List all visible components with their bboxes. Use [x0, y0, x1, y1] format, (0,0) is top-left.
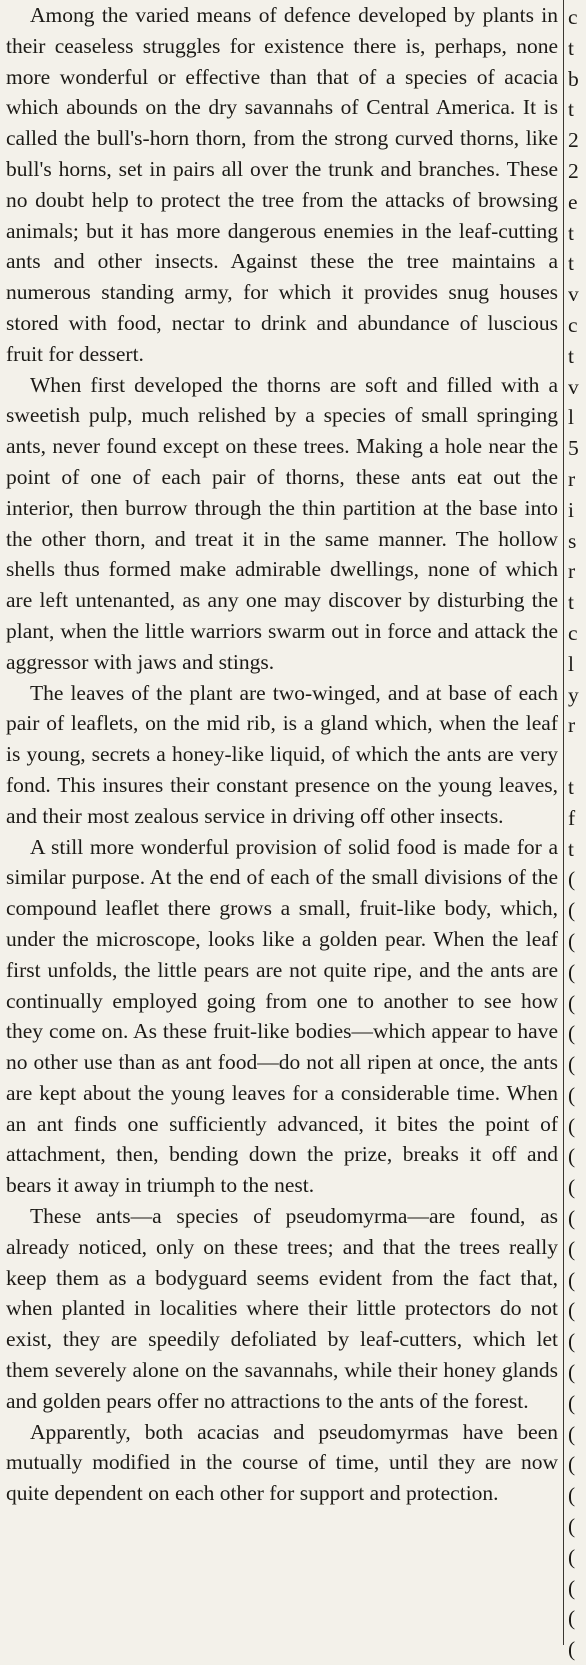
adjacent-column-char: c	[568, 5, 578, 29]
paragraph-2: When first developed the thorns are soft and filled with a sweetish pulp, much relished by a species of small springing ants, never found except on these trees. Making a hole near the point of one of each pair of thorns, these ants eat out the interior, then burrow through the thin partition at the base into the other thorn, and treat it in the same manner. The hollow shells thus formed make admirable dwellings, none of which are left untenanted, as any one may discover by disturbing the plant, when the little warriors swarm out in force and attack the aggressor with jaws and stings.	[6, 372, 558, 674]
adjacent-column-char: (	[568, 1329, 576, 1354]
adjacent-column-char: (	[568, 1421, 576, 1446]
adjacent-column-char: (	[568, 898, 576, 923]
article-column	[6, 0, 558, 1509]
paragraph-5: These ants—a species of pseudomyrma—are found, as already noticed, only on these trees; and that the trees really keep them as a bodyguard seems evident from the fact that, when planted in localities where their little protectors do not exist, they are speedily defoliated by leaf-cutters, which let them severely alone on the savannahs, while their honey glands and golden pears offer no attractions to the ants of the forest.	[6, 1204, 558, 1413]
column-rule	[563, 0, 564, 1645]
adjacent-column-char: (	[568, 1298, 576, 1323]
adjacent-column-char: (	[568, 1452, 576, 1477]
adjacent-column-char: l	[568, 405, 574, 430]
adjacent-column-char: (	[568, 1360, 576, 1385]
adjacent-column-char: r	[568, 559, 576, 584]
adjacent-column-char: (	[568, 1267, 576, 1292]
adjacent-column-char: (	[568, 1606, 576, 1631]
adjacent-column-char: (	[568, 1052, 576, 1077]
paragraph-1: Among the varied means of defence developed by plants in their ceaseless struggles for existence there is, perhaps, none more wonderful or effective than that of a species of acacia which abounds on the dry savannahs of Central America. It is called the bull's-horn thorn, from the strong curved thorns, like bull's horns, set in pairs all over the trunk and branches. These no doubt help to protect the tree from the attacks of browsing animals; but it has more dangerous enemies in the leaf-cutting ants and other insects. Against these the tree maintains a numerous standing army, for which it provides snug houses stored with food, nectar to drink and abundance of luscious fruit for dessert.	[6, 3, 558, 366]
adjacent-column-char: r	[568, 466, 576, 491]
adjacent-column-char: t	[568, 590, 574, 615]
adjacent-column-char: (	[568, 1144, 576, 1169]
adjacent-column-char: (	[568, 1390, 576, 1415]
paragraph-3: The leaves of the plant are two-winged, and at base of each pair of leaflets, on the mid rib, is a gland which, when the leaf is young, secrets a honey-like liquid, of which the ants are very fond. This insures their constant presence on the young leaves, and their most zealous service in driving off other insects.	[6, 680, 558, 828]
adjacent-column-char: c	[568, 620, 578, 645]
adjacent-column-char: t	[568, 35, 574, 60]
adjacent-column-edge	[568, 2, 586, 1665]
adjacent-column-char: 5	[568, 436, 579, 461]
adjacent-column-char: (	[568, 990, 576, 1015]
adjacent-column-char: f	[568, 805, 576, 830]
adjacent-column-char: v	[568, 282, 579, 307]
adjacent-column-char: (	[568, 1206, 576, 1231]
adjacent-column-char: (	[568, 928, 576, 953]
adjacent-column-char: (	[568, 959, 576, 984]
adjacent-column-char: s	[568, 528, 577, 553]
adjacent-column-char: 2	[568, 158, 579, 183]
adjacent-column-char: t	[568, 251, 574, 276]
paragraph-4: A still more wonderful provision of solid food is made for a similar purpose. At the end of each of the small divisions of the compound leaflet there grows a small, fruit-like body, which, under the microscope, looks like a golden pear. When the leaf first unfolds, the little pears are not quite ripe, and the ants are continually employed going from one to another to see how they come on. As these fruit-like bodies—which appear to have no other use than as ant food—do not all ripen at once, the ants are kept about the young leaves for a considerable time. When an ant finds one sufficiently advanced, it bites the point of attachment, then, bending down the prize, breaks it off and bears it away in triumph to the nest.	[6, 834, 558, 1198]
adjacent-column-char: (	[568, 1514, 576, 1539]
adjacent-column-char: (	[568, 1544, 576, 1569]
adjacent-column-char: t	[568, 836, 574, 861]
adjacent-column-char: t	[568, 774, 574, 799]
adjacent-column-char: r	[568, 713, 576, 738]
adjacent-column-char: c	[568, 312, 578, 337]
adjacent-column-char: y	[568, 682, 579, 707]
adjacent-column-char: e	[568, 189, 578, 214]
adjacent-column-char: i	[568, 497, 574, 522]
adjacent-column-char: (	[568, 1021, 576, 1046]
adjacent-column-char: (	[568, 1637, 576, 1662]
adjacent-column-char: l	[568, 651, 574, 676]
adjacent-column-char: (	[568, 1236, 576, 1261]
adjacent-column-char: (	[568, 1483, 576, 1508]
adjacent-column-char: b	[568, 66, 579, 91]
adjacent-column-char: (	[568, 1113, 576, 1138]
adjacent-column-char: (	[568, 1175, 576, 1200]
paragraph-6: Apparently, both acacias and pseudomyrmas have been mutually modified in the course of time, until they are now quite dependent on each other for support and protection.	[6, 1419, 558, 1506]
adjacent-column-char: (	[568, 867, 576, 892]
adjacent-column-char: 2	[568, 128, 579, 153]
adjacent-column-char: t	[568, 343, 574, 368]
adjacent-column-char: t	[568, 97, 574, 122]
adjacent-column-char: t	[568, 220, 574, 245]
adjacent-column-char: (	[568, 1575, 576, 1600]
adjacent-column-char: (	[568, 1082, 576, 1107]
adjacent-column-char: v	[568, 374, 579, 399]
adjacent-column-gap	[568, 741, 586, 772]
